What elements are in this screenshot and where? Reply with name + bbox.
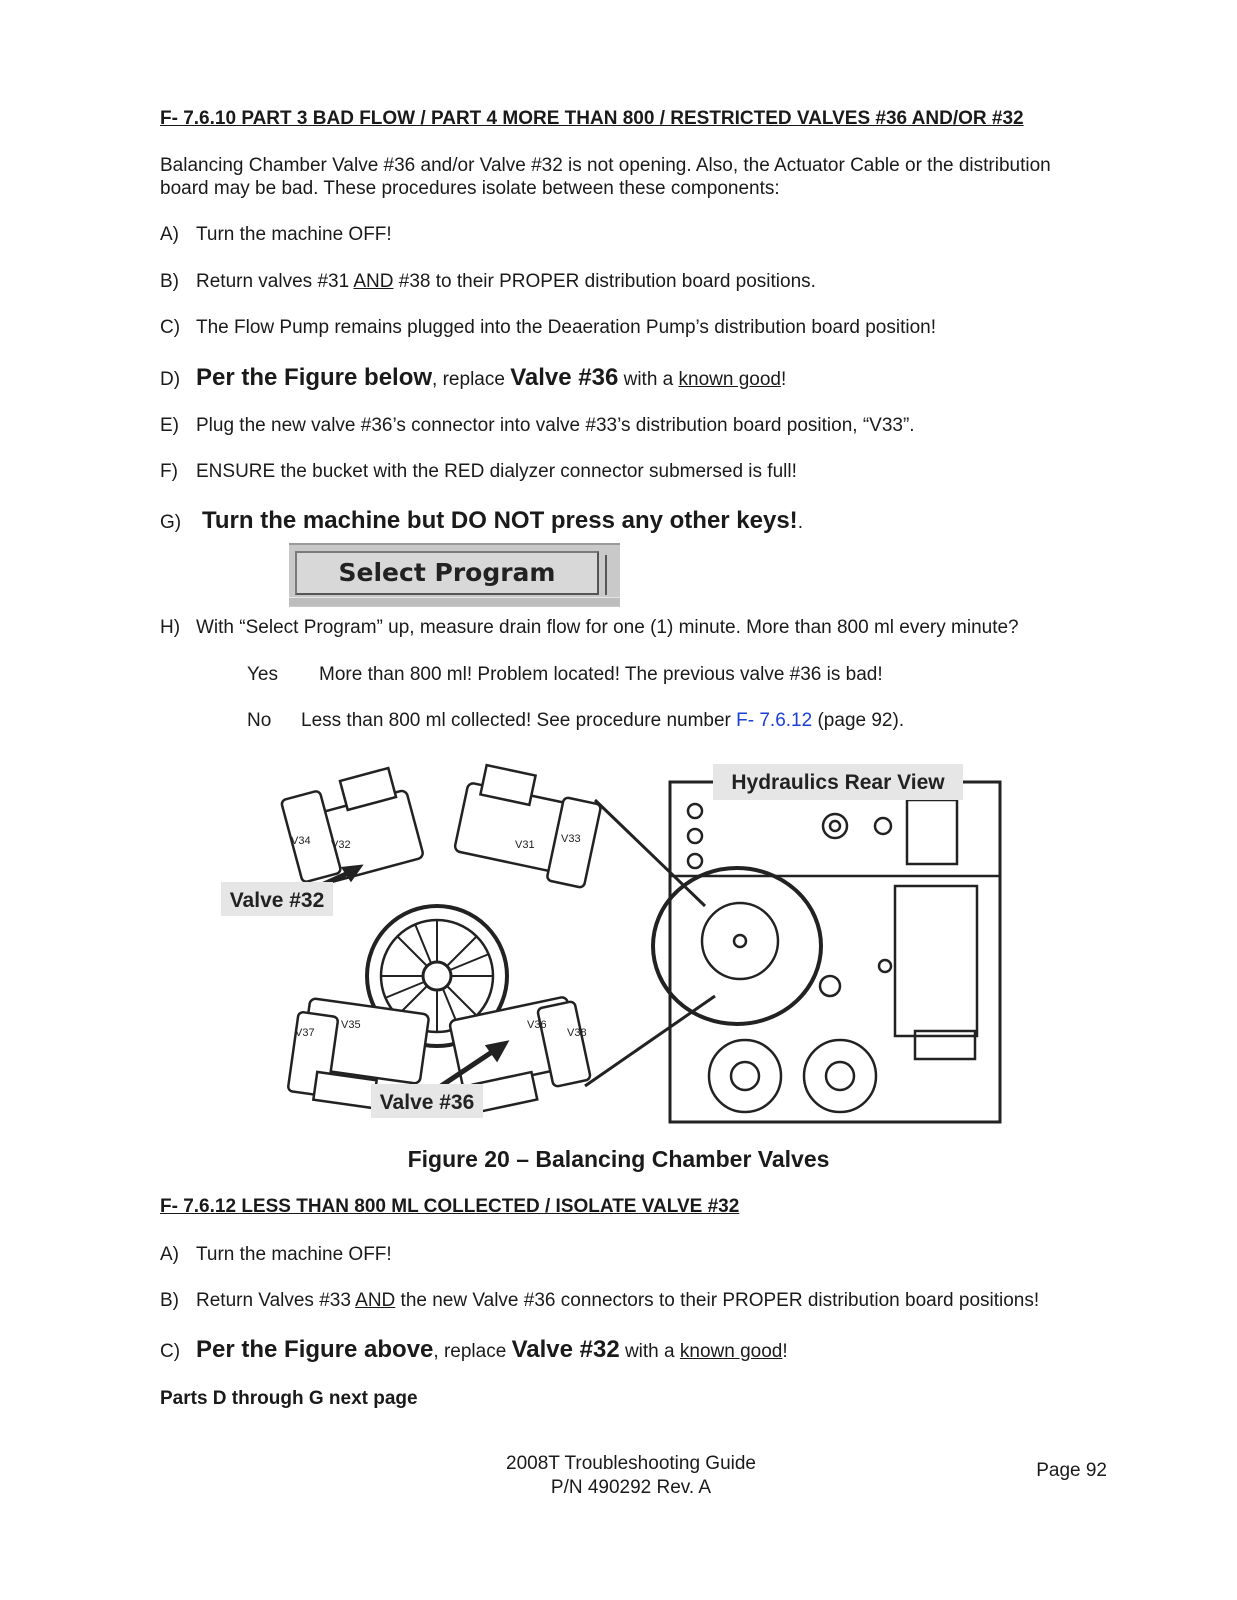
footer-part-number: P/N 490292 Rev. A xyxy=(550,1477,712,1498)
step-text: Return valves #31 xyxy=(196,271,354,292)
select-program-button-image: Select Program xyxy=(295,551,599,595)
step-text: Plug the new valve #36’s connector into valve #33’s distribution board position, “V33”. xyxy=(196,415,915,436)
step-text: The Flow Pump remains plugged into the Deaeration Pump’s distribution board position! xyxy=(196,317,937,338)
step-text: #38 to their PROPER distribution board positions. xyxy=(393,271,816,292)
intro-line: board may be bad. These procedures isolate between these components: xyxy=(160,178,780,199)
step-c xyxy=(160,1336,788,1364)
step-a xyxy=(160,224,392,246)
step-text: ! xyxy=(782,1341,788,1362)
step-c xyxy=(160,317,936,339)
valve-tag-v34: V34 xyxy=(291,835,311,847)
answer-label: Yes xyxy=(247,664,278,685)
step-bold: Valve #32 xyxy=(511,1336,620,1363)
select-program-screenshot xyxy=(289,543,620,607)
figure-label-valve32: Valve #32 xyxy=(229,889,325,912)
valve-tag-v31: V31 xyxy=(515,839,535,851)
step-label: E) xyxy=(160,415,179,436)
valve-tag-v32: V32 xyxy=(331,839,351,851)
step-d xyxy=(160,364,786,392)
step-g xyxy=(160,507,803,535)
step-bold: Turn the machine but DO NOT press any other keys! xyxy=(202,507,798,534)
step-e xyxy=(160,415,915,437)
step-label: A) xyxy=(160,1244,179,1265)
step-label: B) xyxy=(160,271,179,292)
valve-tag-v33: V33 xyxy=(561,833,581,845)
valve-tag-v37: V37 xyxy=(295,1027,315,1039)
valve-tag-v38: V38 xyxy=(567,1027,587,1039)
figure-label-valve36: Valve #36 xyxy=(379,1091,475,1114)
step-label: F) xyxy=(160,461,178,482)
intro-paragraph xyxy=(160,154,1051,200)
emphasis-known-good: known good xyxy=(678,369,781,390)
answer-text: Less than 800 ml collected! See procedure number xyxy=(301,710,737,731)
answer-label: No xyxy=(247,710,272,731)
emphasis-and: AND xyxy=(355,1290,396,1311)
emphasis-and: AND xyxy=(353,271,394,292)
step-text: , replace xyxy=(432,369,511,390)
figure-caption: Figure 20 – Balancing Chamber Valves xyxy=(407,1146,830,1172)
page-number: Page 92 xyxy=(1036,1460,1107,1481)
valve-tag-v36: V36 xyxy=(527,1019,547,1031)
procedure-link[interactable]: F- 7.6.12 xyxy=(736,710,813,731)
section-heading: F- 7.6.10 PART 3 BAD FLOW / PART 4 MORE THAN 800 / RESTRICTED VALVES #36 AND/OR #32 xyxy=(160,108,1024,129)
step-label: G) xyxy=(160,512,182,533)
answer-no xyxy=(247,709,904,732)
emphasis-known-good: known good xyxy=(679,1341,783,1362)
valve-tag-v35: V35 xyxy=(341,1019,361,1031)
step-bold: Per the Figure above xyxy=(196,1336,434,1363)
step-text: Turn the machine OFF! xyxy=(196,224,392,245)
step-a xyxy=(160,1244,392,1266)
step-text: with a xyxy=(618,369,679,390)
footer-title: 2008T Troubleshooting Guide xyxy=(506,1453,756,1474)
section-heading: F- 7.6.12 LESS THAN 800 ML COLLECTED / ISOLATE VALVE #32 xyxy=(160,1196,740,1217)
step-f xyxy=(160,461,797,483)
step-bold: Per the Figure below xyxy=(196,364,433,391)
answer-text: (page 92). xyxy=(812,710,905,731)
step-text: With “Select Program” up, measure drain flow for one (1) minute. More than 800 ml every minute? xyxy=(196,617,1019,638)
step-text: , replace xyxy=(433,1341,512,1362)
step-b xyxy=(160,1290,1039,1312)
step-text: Return Valves #33 xyxy=(196,1290,356,1311)
hydraulics-rear-view-illustration xyxy=(653,782,1000,1122)
step-text: Turn the machine OFF! xyxy=(196,1244,392,1265)
step-bold: Valve #36 xyxy=(510,364,619,391)
answer-text: More than 800 ml! Problem located! The previous valve #36 is bad! xyxy=(319,664,883,685)
step-label: C) xyxy=(160,317,181,338)
answer-yes xyxy=(247,663,883,686)
step-label: A) xyxy=(160,224,179,245)
step-label: C) xyxy=(160,1341,181,1362)
step-text: ! xyxy=(780,369,787,390)
intro-line: Balancing Chamber Valve #36 and/or Valve #32 is not opening. Also, the Actuator Cable or the distribution xyxy=(160,155,1051,176)
continued-note: Parts D through G next page xyxy=(160,1388,418,1409)
step-text: . xyxy=(797,512,803,533)
step-label: D) xyxy=(160,369,181,390)
balancing-chamber-figure xyxy=(215,756,1015,1126)
balancing-chamber-illustration xyxy=(281,765,715,1112)
step-h xyxy=(160,617,1019,639)
figure-label-rear-view: Hydraulics Rear View xyxy=(731,771,945,794)
step-text: with a xyxy=(619,1341,680,1362)
step-text: ENSURE the bucket with the RED dialyzer connector submersed is full! xyxy=(196,461,797,482)
step-b xyxy=(160,271,816,293)
step-text: the new Valve #36 connectors to their PROPER distribution board positions! xyxy=(395,1290,1040,1311)
step-label: B) xyxy=(160,1290,179,1311)
step-label: H) xyxy=(160,617,181,638)
